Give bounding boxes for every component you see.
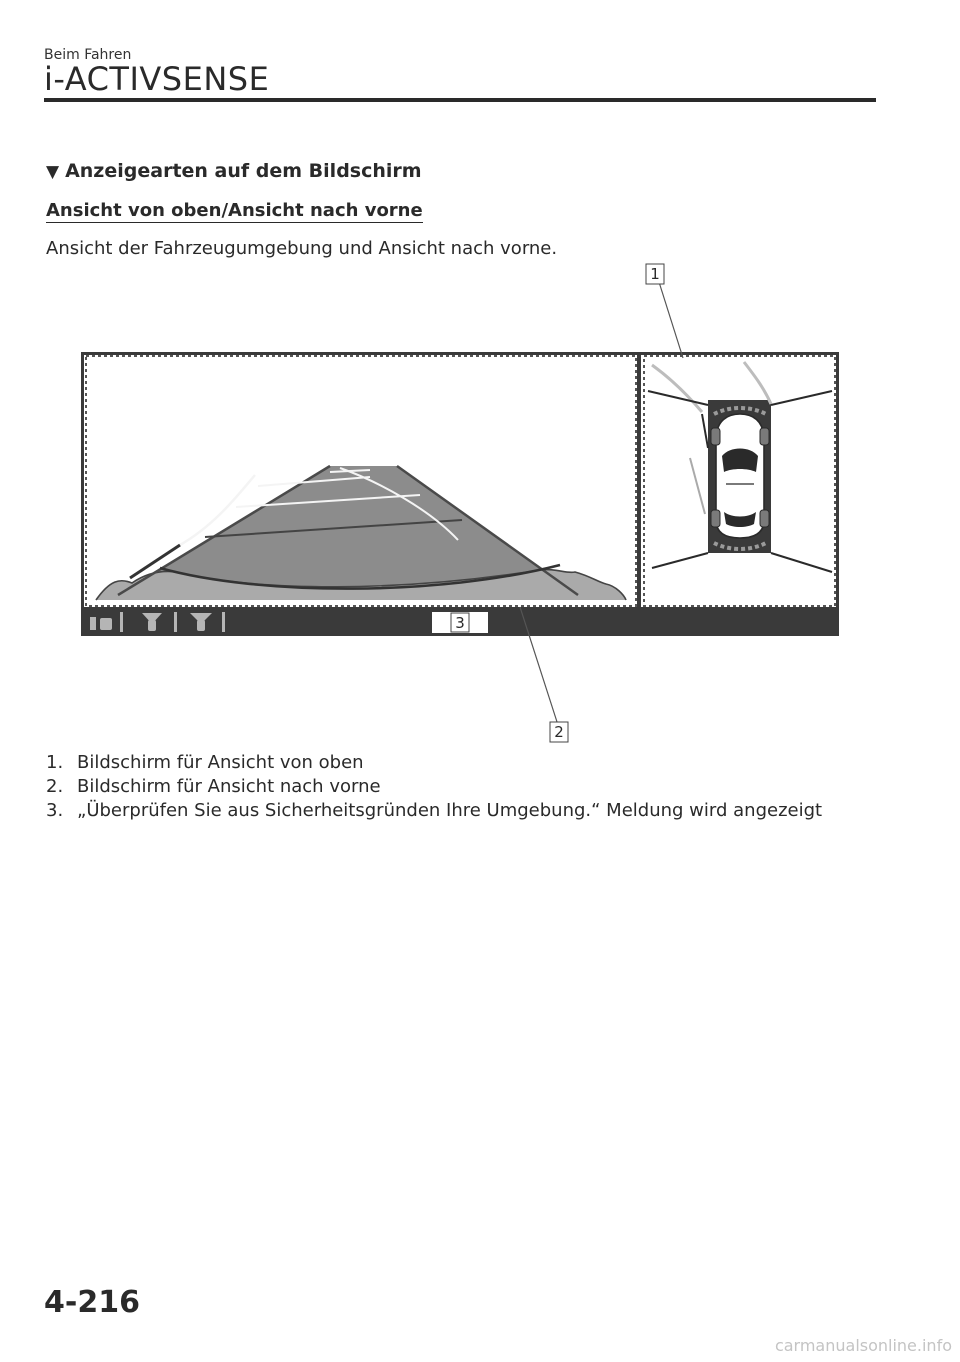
status-bar xyxy=(84,607,637,636)
legend-item xyxy=(46,775,826,799)
subheading: Ansicht von oben/Ansicht nach vorne xyxy=(46,200,423,221)
legend-item xyxy=(46,799,826,823)
legend-text: Bildschirm für Ansicht von oben xyxy=(77,752,364,773)
chapter-label: Beim Fahren xyxy=(44,47,132,63)
callout-3 xyxy=(451,613,469,632)
callout-1 xyxy=(646,264,664,284)
legend-number: 3. xyxy=(46,800,64,821)
triangle-marker-icon: ▼ xyxy=(46,162,60,182)
legend-text: Bildschirm für Ansicht nach vorne xyxy=(77,776,381,797)
legend-number: 2. xyxy=(46,776,64,797)
callout-1-label: 1 xyxy=(650,265,660,283)
callout-2 xyxy=(550,722,568,742)
callout-2-label: 2 xyxy=(554,723,564,741)
legend-text: „Überprüfen Sie aus Sicherheitsgründen Ihre Umgebung.“ Meldung wird angezeigt xyxy=(77,800,823,821)
page-number: 4-216 xyxy=(44,1285,140,1320)
callout-3-label: 3 xyxy=(455,614,465,632)
intro-paragraph: Ansicht der Fahrzeugumgebung und Ansicht nach vorne. xyxy=(46,238,558,259)
watermark: carmanualsonline.info xyxy=(774,1336,952,1355)
section-heading-text: Anzeigearten auf dem Bildschirm xyxy=(65,160,422,182)
legend-list xyxy=(46,751,826,823)
top-view-screen xyxy=(641,355,836,607)
legend-number: 1. xyxy=(46,752,64,773)
section-title: i-ACTIVSENSE xyxy=(44,60,270,98)
front-view-screen xyxy=(84,355,637,607)
car-icon xyxy=(711,414,769,538)
legend-item xyxy=(46,751,826,775)
